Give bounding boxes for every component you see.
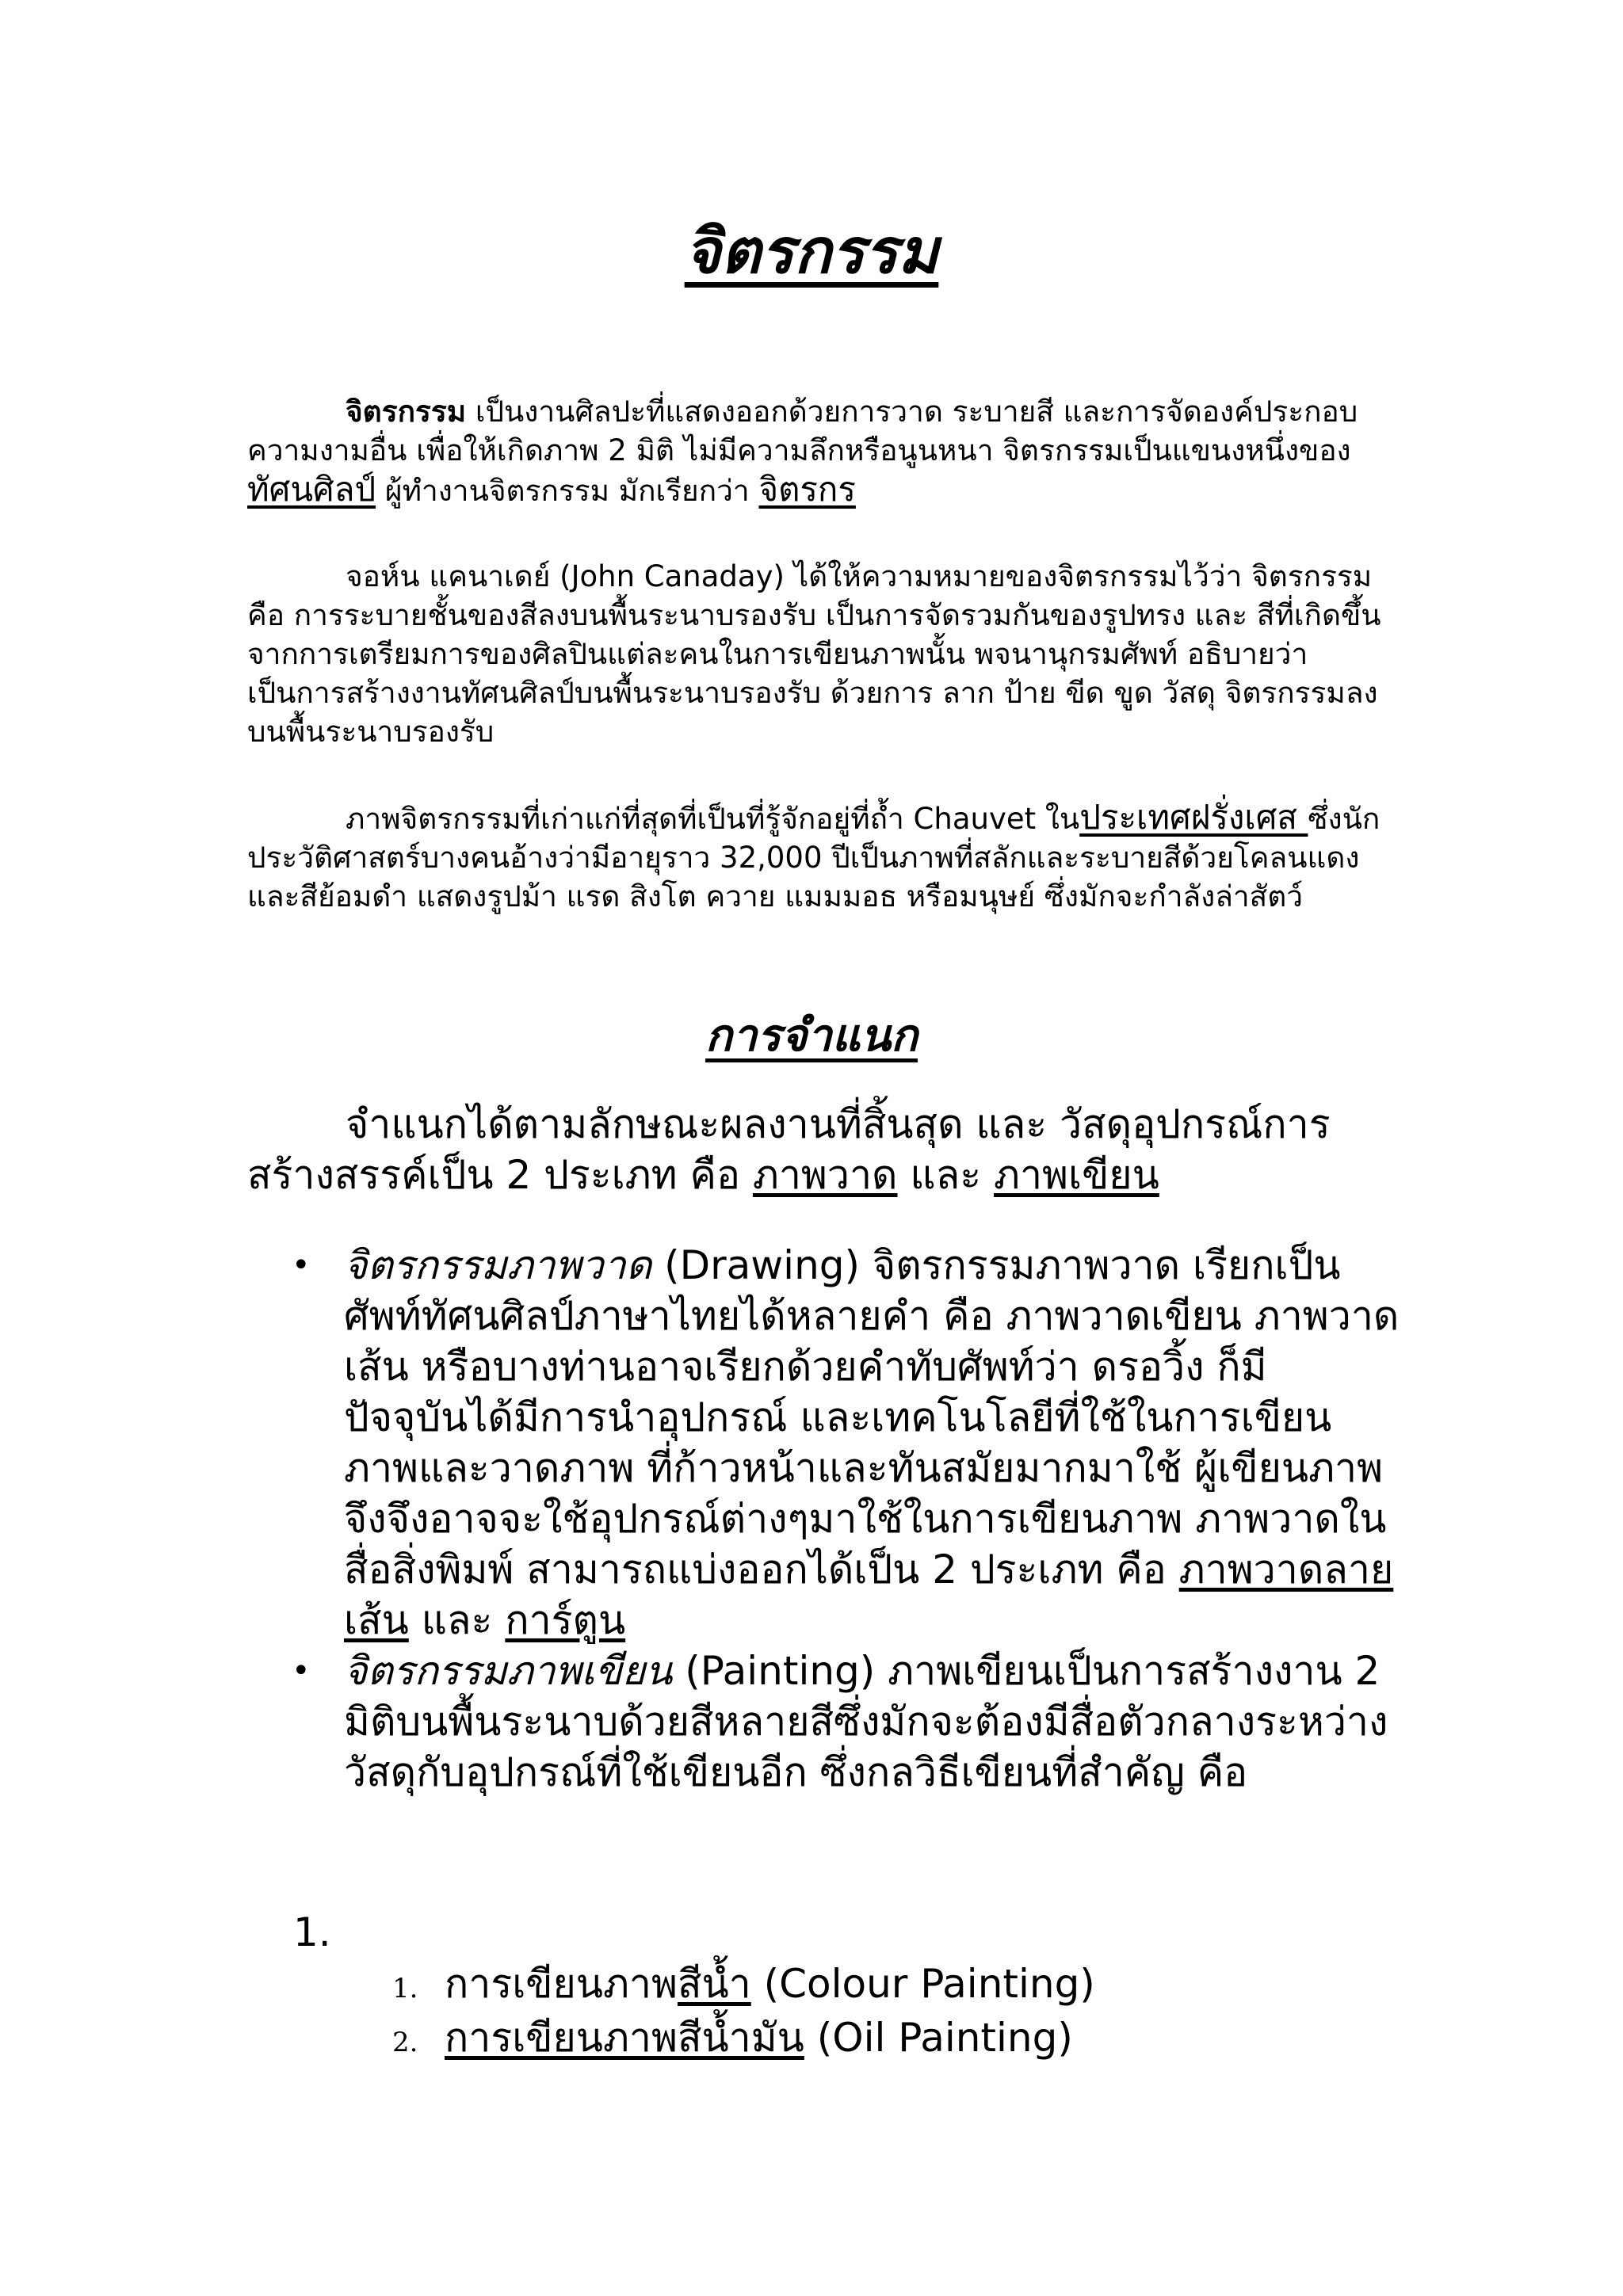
drawing-term: จิตรกรรมภาพวาด [344, 1242, 652, 1288]
painting-types-list [292, 1240, 1401, 1798]
painting-text-a: (Painting) ภาพเขียนเป็นการสร้างงาน 2 มิติบนพื้นระนาบด้วยสีหลายสีซึ่งมักจะต้องมีสื่อตัวกลางระหว่างวัสดุกับอุปกรณ์ที่ใช้เขียนอีก ซึ่งกลวิธีเขียนที่สำคัญ คือ [344, 1648, 1388, 1795]
bullet-icon: • [292, 1247, 311, 1283]
technique-number: 2. [392, 2027, 418, 2058]
link-painting[interactable]: ภาพเขียน [994, 1152, 1159, 1198]
link-painter[interactable]: จิตรกร [758, 470, 856, 509]
oldest-text-b: ซึ่งนักประวัติศาสตร์บางคนอ้างว่ามีอายุราว 32,000 ปีเป็นภาพที่สลักและระบายสีด้วยโคลนแดงและสีย้อมดำ แสดงรูปม้า แรด สิงโต ควาย แมมมอธ หรือมนุษย์ ซึ่งมักจะกำลังล่าสัตว์ [247, 802, 1381, 913]
drawing-text-mid: และ [408, 1597, 506, 1643]
technique-text-b: (Oil Painting) [804, 2015, 1073, 2061]
link-line-drawing[interactable]: ภาพวาดลายเส้น [344, 1547, 1394, 1643]
link-visual-art[interactable]: ทัศนศิลป์ [247, 470, 376, 509]
bullet-icon: • [292, 1653, 311, 1689]
technique-text-b: (Colour Painting) [750, 1961, 1095, 2007]
link-france[interactable]: ประเทศฝรั่งเศส [1079, 798, 1308, 837]
page-title: จิตรกรรม [684, 216, 939, 288]
technique-number: 1. [392, 1973, 418, 2004]
intro-text-b: ผู้ทำงานจิตรกรรม มักเรียกว่า [376, 474, 759, 508]
definition-paragraph: จอห์น แคนาเดย์ (John Canaday) ได้ให้ความหมายของจิตรกรรมไว้ว่า จิตรกรรม คือ การระบายชั้นของสีลงบนพื้นระนาบรองรับ เป็นการจัดรวมกันของรูปทรง และ สีที่เกิดขึ้นจากการเตรียมการของศิลปินแต่ละคนในการเขียนภาพนั้น พจนานุกรมศัพท์ อธิบายว่า เป็นการสร้างงานทัศนศิลป์บนพื้นระนาบรองรับ ด้วยการ ลาก ป้าย ขีด ขูด วัสดุ จิตรกรรมลงบนพื้นระนาบรองรับ [247, 559, 1381, 749]
oldest-text-a: ภาพจิตรกรรมที่เก่าแก่ที่สุดที่เป็นที่รู้จักอยู่ที่ถ้ำ Chauvet ใน [346, 802, 1080, 836]
oldest-paragraph [247, 798, 1388, 916]
outer-list-number: 1. [293, 1909, 331, 1955]
classification-text-a: จำแนกได้ตามลักษณะผลงานที่สิ้นสุด และ วัสดุอุปกรณ์การสร้างสรรค์เป็น 2 ประเภท คือ [247, 1101, 1331, 1198]
intro-text-a: เป็นงานศิลปะที่แสดงออกด้วยการวาด ระบายสี และการจัดองค์ประกอบความงามอื่น เพื่อให้เกิดภาพ 2 มิติ ไม่มีความลึกหรือนูนหนา จิตรกรรมเป็นแขนงหนึ่งของ [247, 395, 1358, 467]
link-oil-painting[interactable]: การเขียนภาพสีน้ำมัน [445, 2015, 804, 2061]
intro-paragraph [247, 392, 1388, 510]
section-title: การจำแนก [705, 1010, 918, 1062]
technique-item-watercolour [392, 1957, 1095, 2011]
list-item-drawing [292, 1240, 1401, 1646]
technique-list [392, 1957, 1095, 2065]
drawing-text-a: (Drawing) จิตรกรรมภาพวาด เรียกเป็นศัพท์ทัศนศิลป์ภาษาไทยได้หลายคำ คือ ภาพวาดเขียน ภาพวาดเส้น หรือบางท่านอาจเรียกด้วยคำทับศัพท์ว่า ดรอวิ้ง ก็มี ปัจจุบันได้มีการนำอุปกรณ์ และเทคโนโลยีที่ใช้ในการเขียนภาพและวาดภาพ ที่ก้าวหน้าและทันสมัยมากมาใช้ ผู้เขียนภาพจึงจึงอาจจะใช้อุปกรณ์ต่างๆมาใช้ในการเขียนภาพ ภาพวาดในสื่อสิ่งพิมพ์ สามารถแบ่งออกได้เป็น 2 ประเภท คือ [344, 1242, 1400, 1592]
list-item-painting [292, 1646, 1401, 1798]
intro-term: จิตรกรรม [346, 395, 467, 429]
painting-term: จิตรกรรมภาพเขียน [344, 1648, 673, 1694]
technique-item-oil [392, 2011, 1095, 2065]
technique-text-a: การเขียนภาพ [445, 1961, 678, 2007]
link-cartoon[interactable]: การ์ตูน [505, 1597, 626, 1643]
classification-text-mid: และ [897, 1152, 995, 1198]
link-watercolour[interactable]: สีน้ำ [677, 1961, 751, 2007]
link-drawing[interactable]: ภาพวาด [752, 1152, 898, 1198]
classification-paragraph [247, 1099, 1388, 1200]
